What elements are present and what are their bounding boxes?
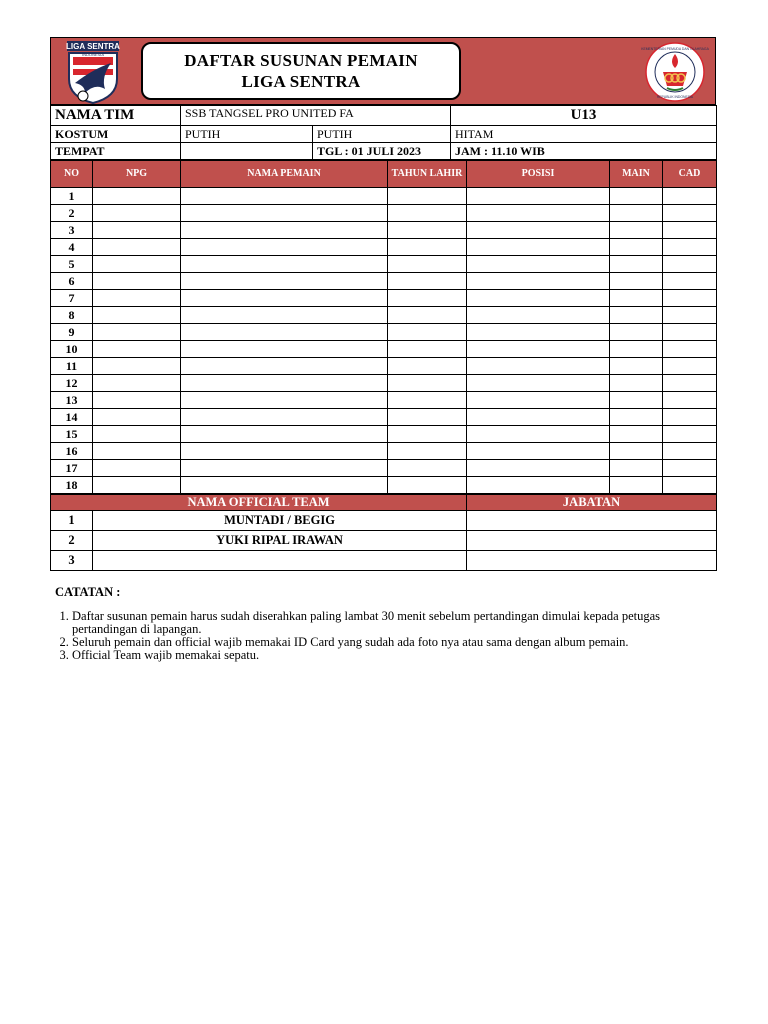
team-name-label: NAMA TIM <box>51 106 181 126</box>
player-substitute-cell[interactable] <box>663 256 717 273</box>
player-position-cell[interactable] <box>467 358 610 375</box>
player-number: 14 <box>51 409 93 426</box>
player-substitute-cell[interactable] <box>663 443 717 460</box>
player-name-cell[interactable] <box>181 392 388 409</box>
col-official-name: NAMA OFFICIAL TEAM <box>51 495 467 511</box>
team-name-field[interactable]: SSB TANGSEL PRO UNITED FA <box>181 106 451 126</box>
player-position-cell[interactable] <box>467 443 610 460</box>
note-item: 2. Seluruh pemain dan official wajib memakai ID Card yang sudah ada foto nya atau sama dengan album pemain. <box>72 636 715 649</box>
venue-field[interactable] <box>181 143 313 160</box>
player-row <box>51 222 717 239</box>
player-position-cell[interactable] <box>467 341 610 358</box>
player-row <box>51 477 717 494</box>
player-birth-year-cell[interactable] <box>388 375 467 392</box>
player-row <box>51 205 717 222</box>
player-number: 13 <box>51 392 93 409</box>
player-row <box>51 256 717 273</box>
player-npg-cell[interactable] <box>93 477 181 494</box>
official-team-table <box>50 494 717 571</box>
player-number: 2 <box>51 205 93 222</box>
player-name-cell[interactable] <box>181 188 388 205</box>
player-name-cell[interactable] <box>181 239 388 256</box>
svg-text:INDONESIA: INDONESIA <box>81 52 105 57</box>
player-name-cell[interactable] <box>181 341 388 358</box>
svg-text:LIGA SENTRA: LIGA SENTRA <box>66 42 120 51</box>
player-starter-cell[interactable] <box>610 341 663 358</box>
player-name-cell[interactable] <box>181 460 388 477</box>
player-row <box>51 392 717 409</box>
kit-label: KOSTUM <box>51 126 181 143</box>
player-number: 15 <box>51 426 93 443</box>
player-starter-cell[interactable] <box>610 460 663 477</box>
player-number: 12 <box>51 375 93 392</box>
player-starter-cell[interactable] <box>610 324 663 341</box>
player-number: 8 <box>51 307 93 324</box>
player-starter-cell[interactable] <box>610 188 663 205</box>
col-npg: NPG <box>93 161 181 188</box>
player-starter-cell[interactable] <box>610 426 663 443</box>
player-birth-year-cell[interactable] <box>388 222 467 239</box>
player-name-cell[interactable] <box>181 375 388 392</box>
player-npg-cell[interactable] <box>93 256 181 273</box>
player-position-cell[interactable] <box>467 205 610 222</box>
player-row <box>51 341 717 358</box>
official-name-cell[interactable]: MUNTADI / BEGIG <box>93 511 467 531</box>
player-starter-cell[interactable] <box>610 358 663 375</box>
official-number: 1 <box>51 511 93 531</box>
player-row <box>51 239 717 256</box>
player-number: 7 <box>51 290 93 307</box>
player-row <box>51 307 717 324</box>
player-birth-year-cell[interactable] <box>388 307 467 324</box>
player-birth-year-cell[interactable] <box>388 477 467 494</box>
player-row <box>51 273 717 290</box>
official-number: 2 <box>51 531 93 551</box>
player-number: 18 <box>51 477 93 494</box>
player-number: 1 <box>51 188 93 205</box>
official-name-cell[interactable]: YUKI RIPAL IRAWAN <box>93 531 467 551</box>
official-row <box>51 511 717 531</box>
document-title <box>141 42 461 100</box>
player-npg-cell[interactable] <box>93 205 181 222</box>
player-row <box>51 358 717 375</box>
player-birth-year-cell[interactable] <box>388 239 467 256</box>
player-substitute-cell[interactable] <box>663 205 717 222</box>
liga-sentra-logo <box>61 39 125 105</box>
player-starter-cell[interactable] <box>610 307 663 324</box>
player-number: 4 <box>51 239 93 256</box>
player-number: 16 <box>51 443 93 460</box>
player-npg-cell[interactable] <box>93 392 181 409</box>
player-list-table <box>50 160 717 494</box>
kit-value-2[interactable]: PUTIH <box>313 126 451 143</box>
player-name-cell[interactable] <box>181 477 388 494</box>
player-starter-cell[interactable] <box>610 290 663 307</box>
player-birth-year-cell[interactable] <box>388 188 467 205</box>
player-number: 5 <box>51 256 93 273</box>
player-name-cell[interactable] <box>181 409 388 426</box>
title-line-1: DAFTAR SUSUNAN PEMAIN <box>184 51 418 70</box>
player-row <box>51 443 717 460</box>
player-substitute-cell[interactable] <box>663 358 717 375</box>
header-banner <box>50 37 716 105</box>
player-birth-year-cell[interactable] <box>388 409 467 426</box>
kit-value-1[interactable]: PUTIH <box>181 126 313 143</box>
official-row <box>51 531 717 551</box>
player-npg-cell[interactable] <box>93 443 181 460</box>
player-birth-year-cell[interactable] <box>388 290 467 307</box>
player-row <box>51 460 717 477</box>
age-category: U13 <box>451 106 717 126</box>
player-number: 17 <box>51 460 93 477</box>
official-table-header <box>51 495 717 511</box>
player-substitute-cell[interactable] <box>663 375 717 392</box>
player-npg-cell[interactable] <box>93 426 181 443</box>
col-substitute: CAD <box>663 161 717 188</box>
player-substitute-cell[interactable] <box>663 290 717 307</box>
player-position-cell[interactable] <box>467 188 610 205</box>
official-number: 3 <box>51 551 93 571</box>
player-position-cell[interactable] <box>467 324 610 341</box>
player-position-cell[interactable] <box>467 477 610 494</box>
player-birth-year-cell[interactable] <box>388 341 467 358</box>
official-name-cell[interactable] <box>93 551 467 571</box>
player-substitute-cell[interactable] <box>663 188 717 205</box>
player-substitute-cell[interactable] <box>663 239 717 256</box>
kit-value-3[interactable]: HITAM <box>451 126 717 143</box>
team-info-table <box>50 105 717 160</box>
player-starter-cell[interactable] <box>610 222 663 239</box>
player-npg-cell[interactable] <box>93 273 181 290</box>
player-starter-cell[interactable] <box>610 273 663 290</box>
player-name-cell[interactable] <box>181 273 388 290</box>
player-birth-year-cell[interactable] <box>388 256 467 273</box>
player-position-cell[interactable] <box>467 256 610 273</box>
svg-text:REPUBLIK INDONESIA: REPUBLIK INDONESIA <box>656 95 694 99</box>
player-rows <box>51 188 717 494</box>
player-npg-cell[interactable] <box>93 307 181 324</box>
match-date[interactable]: TGL : 01 JULI 2023 <box>313 143 451 160</box>
player-name-cell[interactable] <box>181 205 388 222</box>
player-number: 11 <box>51 358 93 375</box>
player-number: 6 <box>51 273 93 290</box>
player-starter-cell[interactable] <box>610 409 663 426</box>
player-birth-year-cell[interactable] <box>388 392 467 409</box>
kemenpora-emblem <box>641 42 709 102</box>
player-starter-cell[interactable] <box>610 392 663 409</box>
player-name-cell[interactable] <box>181 426 388 443</box>
player-npg-cell[interactable] <box>93 409 181 426</box>
player-starter-cell[interactable] <box>610 239 663 256</box>
player-substitute-cell[interactable] <box>663 460 717 477</box>
match-time[interactable]: JAM : 11.10 WIB <box>451 143 717 160</box>
notes-heading: CATATAN : <box>55 585 121 599</box>
player-position-cell[interactable] <box>467 409 610 426</box>
player-substitute-cell[interactable] <box>663 273 717 290</box>
player-position-cell[interactable] <box>467 273 610 290</box>
player-position-cell[interactable] <box>467 426 610 443</box>
player-substitute-cell[interactable] <box>663 341 717 358</box>
official-role-cell[interactable] <box>467 551 717 571</box>
player-number: 3 <box>51 222 93 239</box>
notes-section <box>55 586 715 662</box>
player-starter-cell[interactable] <box>610 477 663 494</box>
player-name-cell[interactable] <box>181 443 388 460</box>
player-substitute-cell[interactable] <box>663 324 717 341</box>
player-name-cell[interactable] <box>181 290 388 307</box>
player-substitute-cell[interactable] <box>663 409 717 426</box>
player-npg-cell[interactable] <box>93 358 181 375</box>
player-substitute-cell[interactable] <box>663 307 717 324</box>
player-row <box>51 375 717 392</box>
player-birth-year-cell[interactable] <box>388 205 467 222</box>
player-position-cell[interactable] <box>467 392 610 409</box>
player-number: 9 <box>51 324 93 341</box>
player-birth-year-cell[interactable] <box>388 460 467 477</box>
player-row <box>51 188 717 205</box>
player-substitute-cell[interactable] <box>663 477 717 494</box>
player-npg-cell[interactable] <box>93 341 181 358</box>
lineup-sheet <box>50 37 716 571</box>
player-name-cell[interactable] <box>181 324 388 341</box>
col-player-name: NAMA PEMAIN <box>181 161 388 188</box>
col-starter: MAIN <box>610 161 663 188</box>
col-no: NO <box>51 161 93 188</box>
player-table-header <box>51 161 717 188</box>
official-rows <box>51 511 717 571</box>
player-npg-cell[interactable] <box>93 460 181 477</box>
player-starter-cell[interactable] <box>610 375 663 392</box>
svg-text:KEMENTERIAN PEMUDA DAN OLAHRAG: KEMENTERIAN PEMUDA DAN OLAHRAGA <box>641 47 709 51</box>
player-substitute-cell[interactable] <box>663 392 717 409</box>
note-item: 1. Daftar susunan pemain harus sudah diserahkan paling lambat 30 menit sebelum pertandingan dimulai kepada petugas pertandingan di lapangan. <box>72 610 715 636</box>
player-starter-cell[interactable] <box>610 256 663 273</box>
note-item: 3. Official Team wajib memakai sepatu. <box>72 649 715 662</box>
official-role-cell[interactable] <box>467 531 717 551</box>
notes-list <box>55 610 715 662</box>
player-npg-cell[interactable] <box>93 239 181 256</box>
player-npg-cell[interactable] <box>93 290 181 307</box>
player-row <box>51 290 717 307</box>
player-birth-year-cell[interactable] <box>388 324 467 341</box>
player-substitute-cell[interactable] <box>663 426 717 443</box>
player-birth-year-cell[interactable] <box>388 426 467 443</box>
player-birth-year-cell[interactable] <box>388 273 467 290</box>
player-npg-cell[interactable] <box>93 375 181 392</box>
player-npg-cell[interactable] <box>93 222 181 239</box>
player-substitute-cell[interactable] <box>663 222 717 239</box>
player-position-cell[interactable] <box>467 290 610 307</box>
official-row <box>51 551 717 571</box>
col-position: POSISI <box>467 161 610 188</box>
player-birth-year-cell[interactable] <box>388 358 467 375</box>
player-starter-cell[interactable] <box>610 205 663 222</box>
player-name-cell[interactable] <box>181 307 388 324</box>
player-name-cell[interactable] <box>181 222 388 239</box>
player-position-cell[interactable] <box>467 239 610 256</box>
player-npg-cell[interactable] <box>93 188 181 205</box>
col-birth-year: TAHUN LAHIR <box>388 161 467 188</box>
player-name-cell[interactable] <box>181 256 388 273</box>
title-line-2: LIGA SENTRA <box>241 72 361 91</box>
player-name-cell[interactable] <box>181 358 388 375</box>
venue-label: TEMPAT <box>51 143 181 160</box>
player-position-cell[interactable] <box>467 222 610 239</box>
player-row <box>51 426 717 443</box>
player-row <box>51 409 717 426</box>
player-birth-year-cell[interactable] <box>388 443 467 460</box>
col-official-role: JABATAN <box>467 495 717 511</box>
official-role-cell[interactable] <box>467 511 717 531</box>
player-row <box>51 324 717 341</box>
player-position-cell[interactable] <box>467 307 610 324</box>
player-npg-cell[interactable] <box>93 324 181 341</box>
player-position-cell[interactable] <box>467 375 610 392</box>
player-position-cell[interactable] <box>467 460 610 477</box>
player-starter-cell[interactable] <box>610 443 663 460</box>
player-number: 10 <box>51 341 93 358</box>
